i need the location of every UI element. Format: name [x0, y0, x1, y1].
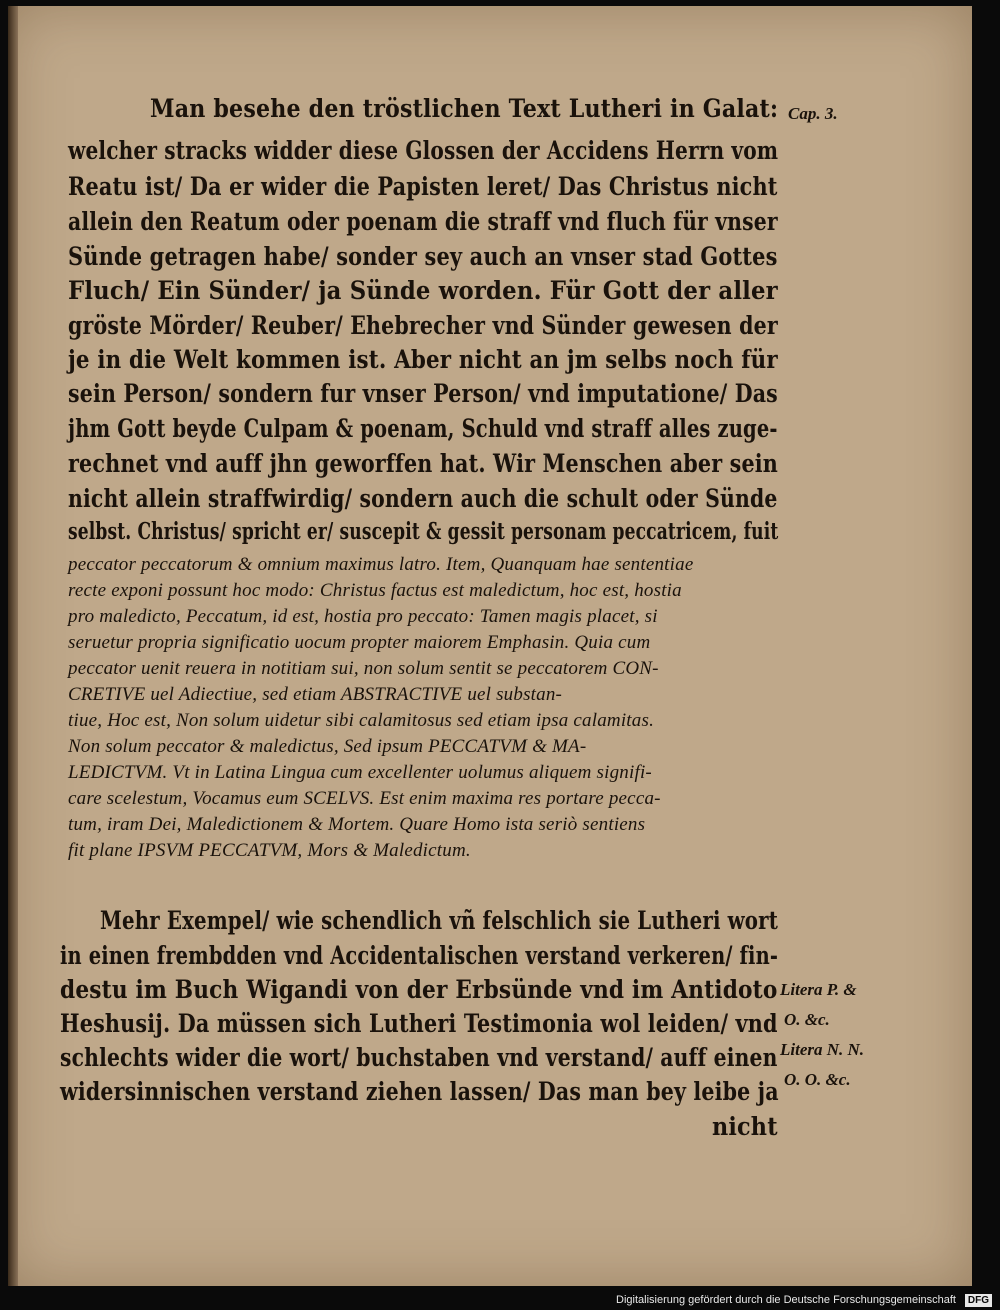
- margin-note-reference: O. &c.: [784, 1010, 830, 1029]
- latin-line: seruetur propria significatio uocum propter maiorem Emphasin. Quia cum: [68, 632, 651, 653]
- text-line: gröste Mörder/ Reuber/ Ehebrecher vnd Sünder gewesen der: [68, 311, 778, 340]
- latin-line: Non solum peccator & maledictus, Sed ipsum PECCATVM & MA-: [68, 736, 587, 757]
- text-line: Sünde getragen habe/ sonder sey auch an vnser stad Gottes: [68, 242, 778, 271]
- catchword: nicht: [712, 1112, 778, 1141]
- latin-line: fit plane IPSVM PECCATVM, Mors & Maledictum.: [68, 840, 471, 861]
- text-line: destu im Buch Wigandi von der Erbsünde vnd im Antidoto: [60, 975, 778, 1004]
- latin-line: tiue, Hoc est, Non solum uidetur sibi calamitosus sed etiam ipsa calamitas.: [68, 710, 655, 731]
- latin-line: recte exponi possunt hoc modo: Christus factus est maledictum, hoc est, hostia: [68, 580, 682, 601]
- text-line: jhm Gott beyde Culpam & poenam, Schuld vnd straff alles zuge-: [68, 414, 778, 443]
- latin-line: peccator uenit reuera in notitiam sui, non solum sentit se peccatorem CON-: [68, 658, 659, 679]
- latin-line: LEDICTVM. Vt in Latina Lingua cum excellenter uolumus aliquem signifi-: [68, 762, 652, 783]
- text-line: schlechts wider die wort/ buchstaben vnd verstand/ auff einen: [60, 1043, 778, 1072]
- text-line: Mehr Exempel/ wie schendlich vñ felschlich sie Lutheri wort: [100, 906, 778, 935]
- text-line: Man besehe den tröstlichen Text Lutheri in Galat:: [150, 94, 779, 123]
- text-line: welcher stracks widder diese Glossen der Accidens Herrn vom: [68, 136, 779, 165]
- text-line: widersinnischen verstand ziehen lassen/ Das man bey leibe ja: [60, 1077, 779, 1106]
- text-line: rechnet vnd auff jhn geworffen hat. Wir Menschen aber sein: [68, 449, 778, 478]
- text-line: Reatu ist/ Da er wider die Papisten leret/ Das Christus nicht: [68, 172, 778, 201]
- latin-line: CRETIVE uel Adiectiue, sed etiam ABSTRACTIVE uel substan-: [68, 684, 563, 705]
- margin-note-reference: O. O. &c.: [784, 1070, 851, 1089]
- book-page: [8, 6, 972, 1286]
- text-line: Heshusij. Da müssen sich Lutheri Testimonia wol leiden/ vnd: [60, 1009, 778, 1038]
- text-line: je in die Welt kommen ist. Aber nicht an jm selbs noch für: [68, 345, 778, 374]
- margin-note-chapter: Cap. 3.: [788, 104, 838, 123]
- margin-note-reference: Litera P. &: [780, 980, 857, 999]
- text-line: nicht allein straffwirdig/ sondern auch die schult oder Sünde: [68, 484, 778, 513]
- funding-credit: Digitalisierung gefördert durch die Deutsche Forschungsgemeinschaft: [616, 1294, 956, 1306]
- latin-line: pro maledicto, Peccatum, id est, hostia pro peccato: Tamen magis placet, si: [68, 606, 658, 627]
- page-binding-edge: [8, 6, 18, 1286]
- dfg-logo: DFG: [965, 1294, 992, 1307]
- text-line: Fluch/ Ein Sünder/ ja Sünde worden. Für Gott der aller: [68, 276, 778, 305]
- latin-line: care scelestum, Vocamus eum SCELVS. Est enim maxima res portare pecca-: [68, 788, 661, 809]
- text-line: in einen frembdden vnd Accidentalischen verstand verkeren/ fin-: [60, 941, 779, 970]
- text-line: sein Person/ sondern fur vnser Person/ vnd imputatione/ Das: [68, 379, 778, 408]
- latin-line: tum, iram Dei, Maledictionem & Mortem. Quare Homo ista seriò sentiens: [68, 814, 646, 835]
- text-line: allein den Reatum oder poenam die straff vnd fluch für vnser: [68, 207, 778, 236]
- text-line: selbst. Christus/ spricht er/ suscepit & gessit personam peccatricem, fuit: [68, 518, 779, 545]
- margin-note-reference: Litera N. N.: [780, 1040, 865, 1059]
- latin-line: peccator peccatorum & omnium maximus latro. Item, Quanquam hae sententiae: [68, 554, 694, 575]
